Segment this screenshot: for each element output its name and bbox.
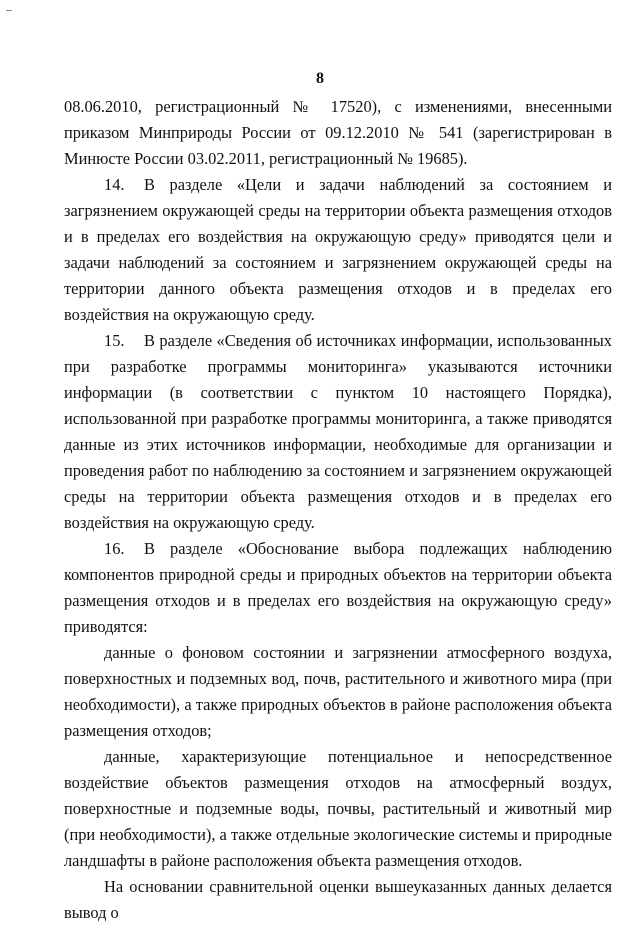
paragraph-item-16-text: В разделе «Обоснование выбора подлежащих наблюдению компонентов природной среды и природных объектов на территории объекта размещения отходов и в пределах его воздействия на окружающую среду» приводятся: [64, 539, 612, 636]
page-number: 8 [316, 70, 324, 87]
item-number-14: 14. [104, 175, 125, 194]
paragraph-impact-data: данные, характеризующие потенциальное и непосредственное воздействие объектов размещения отходов на атмосферный воздух, поверхностные и подземные воды, почвы, растительный и животный мир (при необходимости), а также отдельные экологические системы и природные ландшафты в районе расположения объекта размещения отходов. [64, 747, 612, 870]
paragraph-item-14-text: В разделе «Цели и задачи наблюдений за состоянием и загрязнением окружающей среды на территории объекта размещения отходов и в пределах его воздействия на окружающую среду» приводятся цели и задачи наблюдений за состоянием и загрязнением окружающей среды на территории данного объекта размещения отходов и в пределах его воздействия на окружающую среду. [64, 175, 612, 324]
paragraph-background-data: данные о фоновом состоянии и загрязнении атмосферного воздуха, поверхностных и подземных вод, почв, растительного и животного мира (при необходимости), а также природных объектов в районе расположения объекта размещения отходов; [64, 643, 612, 740]
item-number-15: 15. [104, 331, 125, 350]
paragraph-continuation: 08.06.2010, регистрационный № 17520), с изменениями, внесенными приказом Минприроды России от 09.12.2010 № 541 (зарегистрирован в Минюсте России 03.02.2011, регистрационный № 19685). [64, 97, 612, 168]
paragraph-item-16 [64, 536, 612, 640]
paragraph-item-15-text: В разделе «Сведения об источниках информации, использованных при разработке программы мониторинга» указываются источники информации (в соответствии с пунктом 10 настоящего Порядка), использованной при разработке программы мониторинга, а также приводятся данные из этих источников информации, необходимые для организации и проведения работ по наблюдению за состоянием и загрязнением окружающей среды на территории объекта размещения отходов и в пределах его воздействия на окружающую среду. [64, 331, 612, 532]
item-number-16: 16. [104, 539, 125, 558]
paragraph-conclusion: На основании сравнительной оценки вышеуказанных данных делается вывод о [64, 877, 612, 922]
document-body [64, 94, 612, 926]
paragraph-item-14 [64, 172, 612, 328]
paragraph-item-15 [64, 328, 612, 536]
scan-mark [6, 10, 12, 15]
